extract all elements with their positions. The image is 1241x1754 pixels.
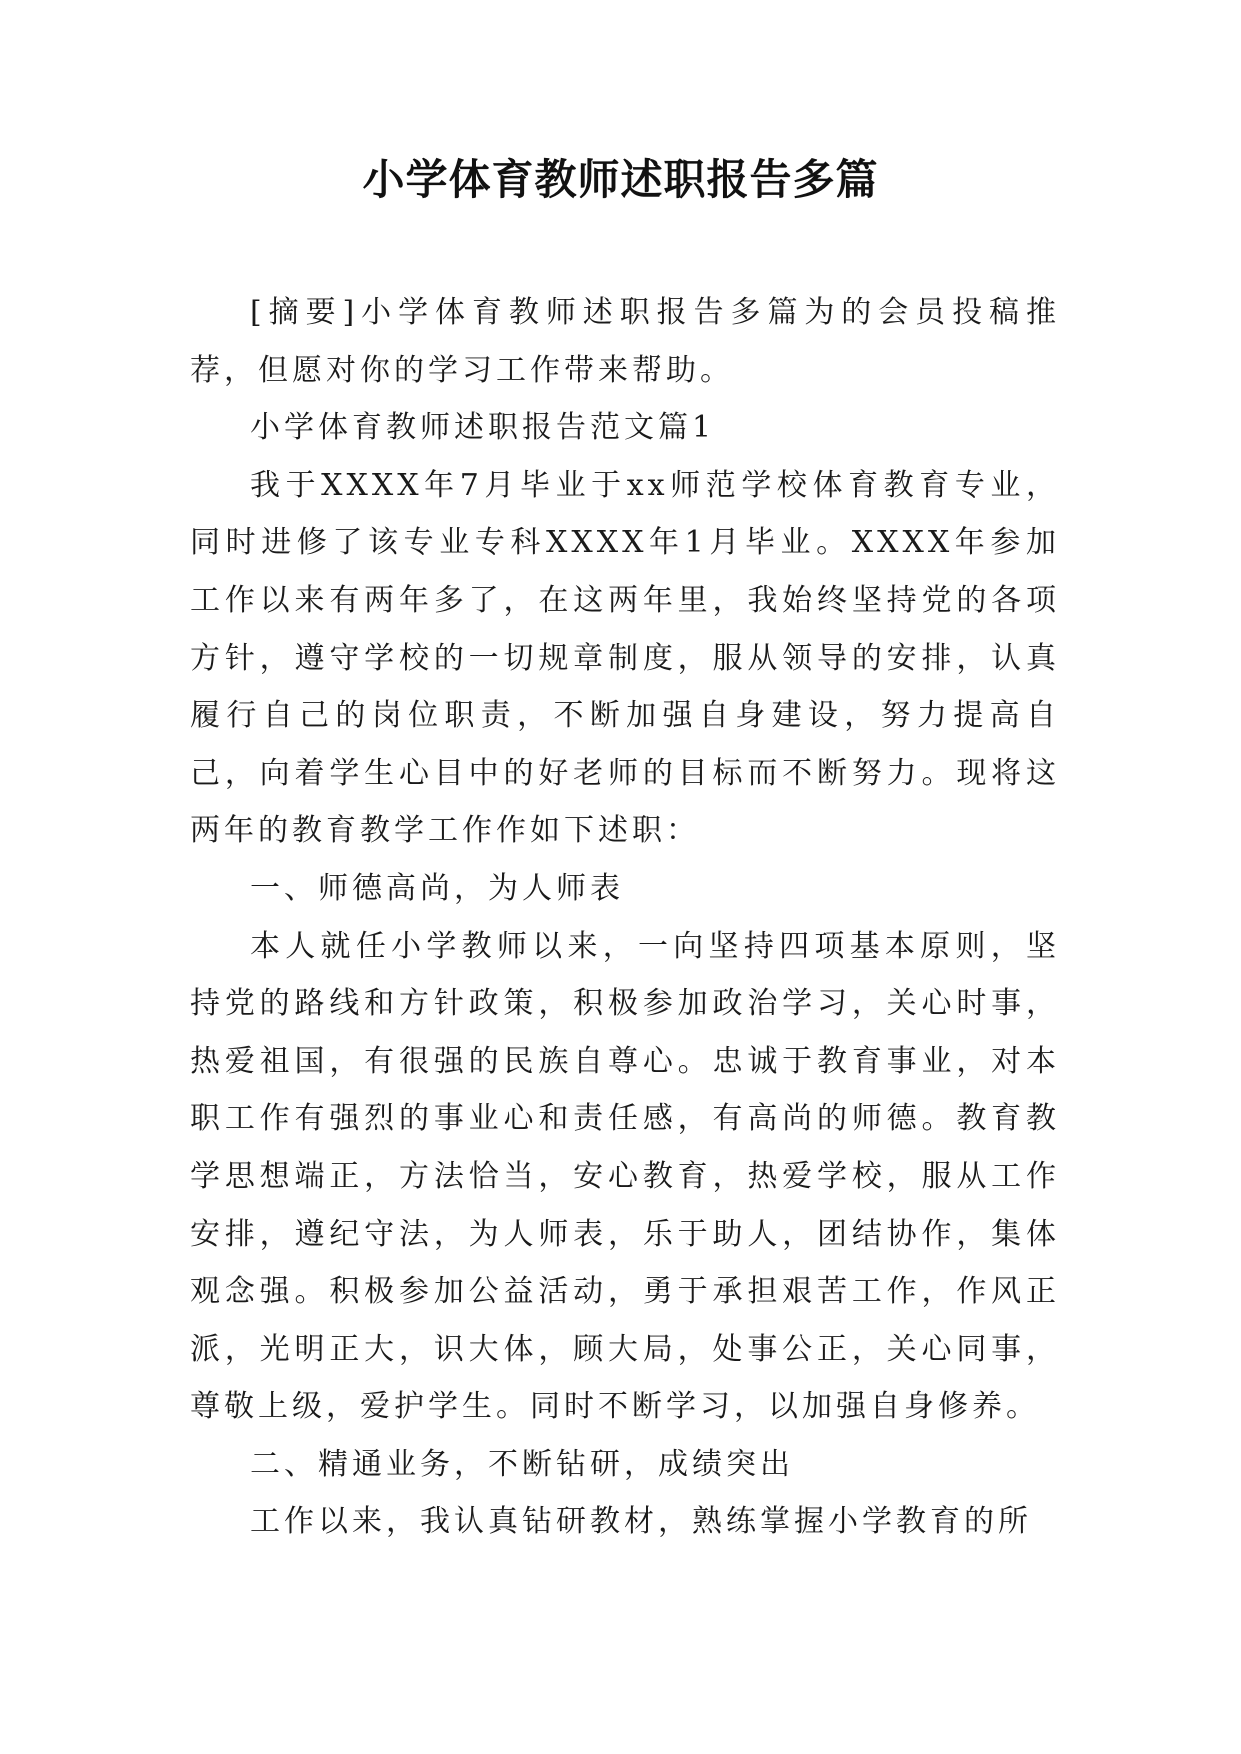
section-heading: 二、精通业务，不断钻研，成绩突出 bbox=[250, 1446, 794, 1482]
body-paragraph: 本人就任小学教师以来，一向坚持四项基本原则，坚持党的路线和方针政策，积极参加政治学习，关心时事，热爱祖国，有很强的民族自尊心。忠诚于教育事业，对本职工作有强烈的事业心和责任感，有高尚的师德。教育教学思想端正，方法恰当，安心教育，热爱学校，服从工作安排，遵纪守法，为人师表，乐于助人，团结协作，集体观念强。积极参加公益活动，勇于承担艰苦工作，作风正派，光明正大，识大体，顾大局，处事公正，关心同事，尊敬上级，爱护学生。同时不断学习，以加强自身修养。 bbox=[190, 928, 1060, 1425]
document-body bbox=[190, 284, 1060, 1551]
document-title: 小学体育教师述职报告多篇 bbox=[362, 155, 879, 204]
body-paragraph: 我于XXXX年7月毕业于xx师范学校体育教育专业，同时进修了该专业专科XXXX年1月毕业。XXXX年参加工作以来有两年多了，在这两年里，我始终坚持党的各项方针，遵守学校的一切规章制度，服从领导的安排，认真履行自己的岗位职责，不断加强自身建设，努力提高自己，向着学生心目中的好老师的目标而不断努力。现将这两年的教育教学工作作如下述职： bbox=[190, 467, 1060, 849]
abstract-paragraph: [摘要]小学体育教师述职报告多篇为的会员投稿推荐，但愿对你的学习工作带来帮助。 bbox=[190, 295, 1060, 388]
section-heading: 小学体育教师述职报告范文篇1 bbox=[250, 410, 716, 446]
body-paragraph: 工作以来，我认真钻研教材，熟练掌握小学教育的所 bbox=[250, 1504, 1032, 1540]
section-heading: 一、师德高尚，为人师表 bbox=[250, 870, 624, 906]
